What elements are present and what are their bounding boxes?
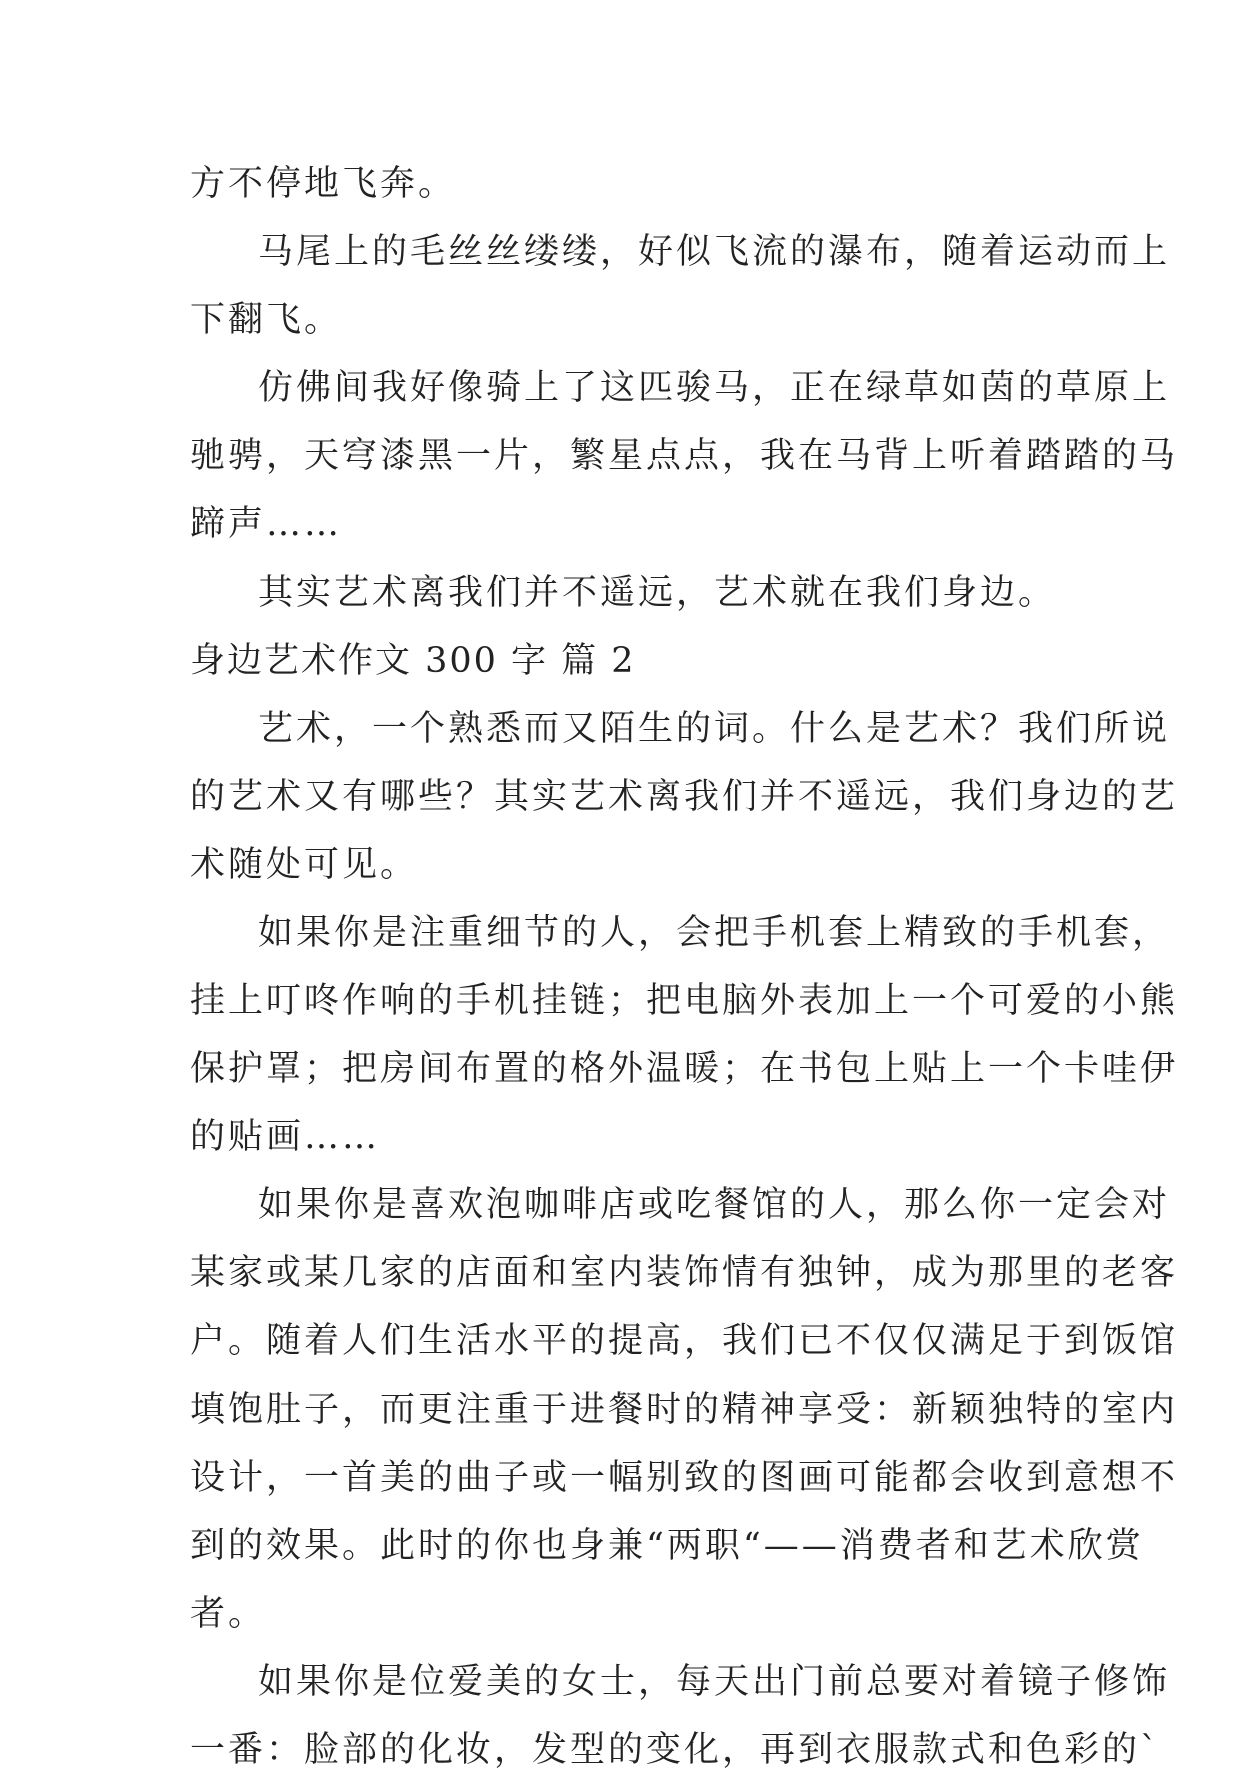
text-line: 填饱肚子，而更注重于进餐时的精神享受：新颖独特的室内 bbox=[190, 1390, 1179, 1430]
text-line: 方不停地飞奔。 bbox=[190, 164, 457, 204]
text-line: 者。 bbox=[190, 1594, 267, 1634]
paragraph-start-line: 马尾上的毛丝丝缕缕，好似飞流的瀑布，随着运动而上 bbox=[258, 232, 1171, 272]
text-line: 保护罩；把房间布置的格外温暖；在书包上贴上一个卡哇伊 bbox=[190, 1049, 1179, 1089]
paragraph-start-line: 其实艺术离我们并不遥远，艺术就在我们身边。 bbox=[258, 573, 1057, 613]
text-line: 某家或某几家的店面和室内装饰情有独钟，成为那里的老客 bbox=[190, 1253, 1179, 1293]
paragraph-start-line: 仿佛间我好像骑上了这匹骏马，正在绿草如茵的草原上 bbox=[258, 368, 1171, 408]
text-line: 挂上叮咚作响的手机挂链；把电脑外表加上一个可爱的小熊 bbox=[190, 981, 1179, 1021]
text-line: 户。随着人们生活水平的提高，我们已不仅仅满足于到饭馆 bbox=[190, 1321, 1179, 1361]
text-line: 驰骋，天穹漆黑一片，繁星点点，我在马背上听着踏踏的马 bbox=[190, 436, 1179, 476]
text-line: 蹄声…… bbox=[190, 504, 343, 544]
paragraph-start-line: 如果你是注重细节的人，会把手机套上精致的手机套， bbox=[258, 913, 1171, 953]
text-line: 到的效果。此时的你也身兼“两职“——消费者和艺术欣赏 bbox=[190, 1526, 1144, 1566]
paragraph-start-line: 如果你是喜欢泡咖啡店或吃餐馆的人，那么你一定会对 bbox=[258, 1185, 1171, 1225]
text-line: 设计，一首美的曲子或一幅别致的图画可能都会收到意想不 bbox=[190, 1458, 1179, 1498]
text-line: 术随处可见。 bbox=[190, 845, 419, 885]
text-line: 一番：脸部的化妆，发型的变化，再到衣服款式和色彩的` bbox=[190, 1730, 1161, 1770]
section-heading: 身边艺术作文 300 字 篇 2 bbox=[190, 641, 636, 681]
text-line: 的贴画…… bbox=[190, 1117, 381, 1157]
text-line: 的艺术又有哪些？其实艺术离我们并不遥远，我们身边的艺 bbox=[190, 777, 1179, 817]
paragraph-start-line: 如果你是位爱美的女士，每天出门前总要对着镜子修饰 bbox=[258, 1662, 1171, 1702]
text-line: 下翻飞。 bbox=[190, 300, 343, 340]
paragraph-start-line: 艺术，一个熟悉而又陌生的词。什么是艺术？我们所说 bbox=[258, 709, 1171, 749]
